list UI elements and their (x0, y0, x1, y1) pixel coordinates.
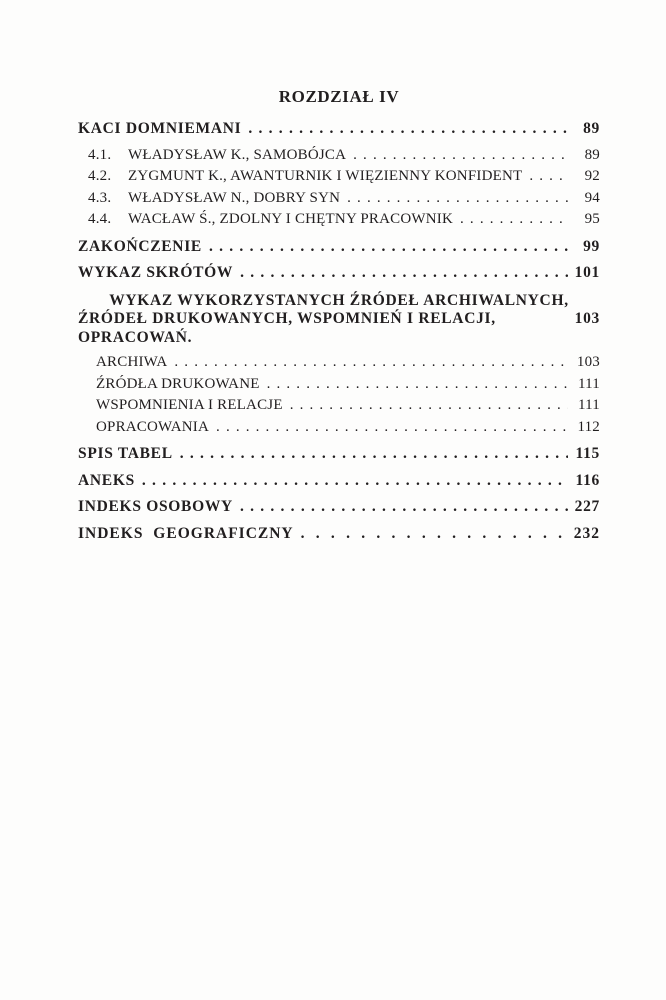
toc-entry-page: 111 (578, 375, 600, 392)
toc-entry-page: 112 (577, 418, 600, 435)
dot-leader (233, 262, 568, 284)
toc-entry-4-2 (78, 166, 600, 188)
chapter-heading: ROZDZIAŁ IV (278, 87, 400, 106)
dot-leader (233, 496, 568, 518)
toc-entry-page: 103 (576, 354, 600, 370)
toc-entry-page: 103 (574, 310, 600, 327)
toc-entry-number: 4.2. (88, 168, 112, 184)
toc-entry-wykaz-skrotow (78, 262, 600, 284)
toc-entry-4-4 (78, 209, 600, 231)
toc-entry-page: 116 (575, 471, 600, 489)
toc-entry-number: 4.4. (88, 211, 112, 227)
toc-entry-label: SPIS TABEL (78, 445, 173, 462)
toc-entry-4-3 (78, 188, 600, 210)
toc-entry-label: INDEKS OSOBOWY (78, 498, 233, 515)
toc-entry-number: 4.3. (88, 189, 112, 206)
toc-entry-page: 95 (584, 211, 600, 227)
dot-leader (346, 145, 568, 167)
toc-entry-label: ŹRÓDŁA DRUKOWANE (96, 375, 260, 392)
toc-entry-label: WACŁAW Ś., ZDOLNY I CHĘTNY PRACOWNIK (128, 211, 454, 227)
toc-entry-page: 92 (584, 168, 600, 184)
toc-entry-page: 111 (578, 397, 600, 413)
toc-entry-label: WŁADYSŁAW N., DOBRY SYN (128, 189, 341, 206)
dot-leader (167, 352, 568, 374)
toc-entry-zakonczenie (78, 236, 600, 258)
toc-entry-indeks-osobowy (78, 496, 600, 518)
toc-entry-indeks-geograficzny (78, 523, 600, 545)
toc-entry-label: WŁADYSŁAW K., SAMOBÓJCA (128, 146, 347, 163)
toc-entry-archiwa (78, 352, 600, 374)
toc-entry-page: 89 (583, 120, 600, 137)
toc-entry-label: ANEKS (78, 471, 135, 489)
toc-entry-kaci-domniemani (78, 118, 600, 140)
dot-leader (283, 395, 568, 417)
toc-entry-page: 94 (584, 189, 600, 206)
toc-entry-label: ZAKOŃCZENIE (78, 237, 202, 255)
toc-entry-number: 4.1. (88, 146, 112, 163)
toc-entry-label: ZYGMUNT K., AWANTURNIK I WIĘZIENNY KONFIDENT (128, 168, 523, 184)
toc-entry-label-line2: ŹRÓDEŁ DRUKOWANYCH, WSPOMNIEŃ I RELACJI, OPRACOWAŃ. (78, 310, 496, 346)
toc-entry-page: 232 (573, 524, 600, 542)
dot-leader (173, 443, 568, 465)
toc-entry-page: 89 (584, 146, 600, 163)
toc-entry-page: 101 (574, 264, 600, 281)
toc-entry-aneks (78, 470, 600, 492)
dot-leader (340, 188, 568, 210)
dot-leader (209, 417, 568, 439)
toc-entry-label: ARCHIWA (96, 354, 168, 370)
dot-leader (202, 236, 568, 258)
toc-entry-label-line1: WYKAZ WYKORZYSTANYCH ŹRÓDEŁ ARCHIWALNYCH, (109, 291, 569, 309)
dot-leader (453, 209, 568, 231)
dot-leader (294, 523, 568, 545)
toc-entry-wspomnienia (78, 395, 600, 417)
toc-entry-opracowania (78, 417, 600, 439)
toc-entry-page: 227 (574, 498, 600, 515)
toc-entry-page: 99 (583, 237, 600, 255)
toc-entry-label: INDEKS GEOGRAFICZNY (78, 524, 294, 542)
toc-entry-spis-tabel (78, 443, 600, 465)
toc-entry-label: WSPOMNIENIA I RELACJE (96, 397, 283, 413)
toc-entry-label: OPRACOWANIA (96, 418, 210, 435)
toc-entry-label: WYKAZ SKRÓTÓW (78, 264, 234, 281)
dot-leader (241, 118, 568, 140)
toc-entry-wykaz-zrodel (78, 292, 600, 348)
toc-entry-4-1 (78, 145, 600, 167)
dot-leader (260, 374, 568, 396)
toc-entry-zrodla-drukowane (78, 374, 600, 396)
toc-entry-label: KACI DOMNIEMANI (78, 120, 242, 137)
dot-leader (135, 470, 568, 492)
toc-entry-page: 115 (575, 445, 600, 462)
dot-leader (522, 166, 568, 188)
